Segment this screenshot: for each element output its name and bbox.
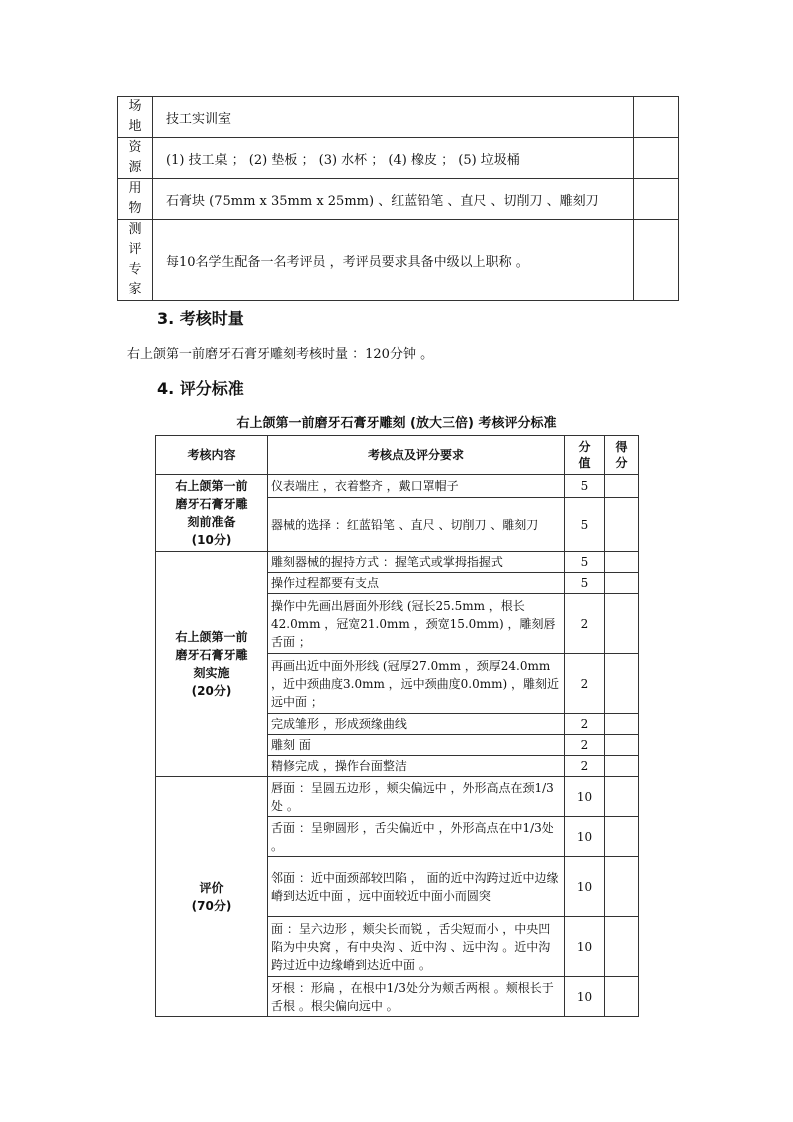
requirement-cell: 面 ：呈六边形 ，颊尖长而锐 ，舌尖短而小 ，中央凹陷为中央窝 ，有中央沟 、近中沟 、远中沟 。近中沟跨过近中边缘嵴到达近中面 。 xyxy=(268,917,565,977)
requirement-cell: 器械的选择 ：红蓝铅笔 、直尺 、切削刀 、雕刻刀 xyxy=(268,498,565,552)
requirement-cell: 舌面 ：呈卵圆形 ，舌尖偏近中 ，外形高点在中1/3处 。 xyxy=(268,817,565,857)
points-cell: 2 xyxy=(565,714,605,735)
score-cell xyxy=(605,977,639,1017)
score-cell xyxy=(605,735,639,756)
exam-time-text: 右上颌第一前磨牙石膏牙雕刻考核时量 ：120分钟 。 xyxy=(127,347,434,362)
score-cell xyxy=(605,714,639,735)
points-cell: 5 xyxy=(565,552,605,573)
score-cell xyxy=(605,594,639,654)
category-cell: 右上颌第一前 磨牙石膏牙雕 刻实施 (20分) xyxy=(156,552,268,777)
resource-label: 场 地 xyxy=(118,97,153,138)
requirement-cell: 唇面 ：呈圆五边形 ，颊尖偏远中 ，外形高点在颈1/3处 。 xyxy=(268,777,565,817)
section-heading-time: 3. 考核时量 xyxy=(157,309,244,328)
table-caption: 右上颌第一前磨牙石膏牙雕刻 (放大三倍) 考核评分标准 xyxy=(236,416,557,431)
section-heading-scoring: 4. 评分标准 xyxy=(157,379,244,398)
score-cell xyxy=(605,817,639,857)
points-cell: 2 xyxy=(565,654,605,714)
resource-value: 石膏块 (75mm x 35mm x 25mm) 、红蓝铅笔 、直尺 、切削刀 、雕刻刀 xyxy=(153,179,634,220)
score-cell xyxy=(605,552,639,573)
points-cell: 5 xyxy=(565,498,605,552)
score-cell xyxy=(605,475,639,498)
requirement-cell: 仪表端庄 ，衣着整齐 ，戴口罩帽子 xyxy=(268,475,565,498)
points-cell: 10 xyxy=(565,777,605,817)
table-row xyxy=(156,475,639,498)
resource-label: 用 物 xyxy=(118,179,153,220)
points-cell: 2 xyxy=(565,756,605,777)
points-cell: 5 xyxy=(565,475,605,498)
requirement-cell: 精修完成 ，操作台面整洁 xyxy=(268,756,565,777)
requirement-cell: 邻面 ：近中面颈部较凹陷 ， 面的近中沟跨过近中边缘嵴到达近中面 ，远中面较近中面小而圆突 xyxy=(268,857,565,917)
resource-row-examiners xyxy=(118,220,679,301)
points-cell: 10 xyxy=(565,817,605,857)
resource-value: 技工实训室 xyxy=(153,97,634,138)
resource-row-resources xyxy=(118,138,679,179)
header-content: 考核内容 xyxy=(156,436,268,475)
category-cell: 右上颌第一前 磨牙石膏牙雕 刻前准备 (10分) xyxy=(156,475,268,552)
score-cell xyxy=(605,756,639,777)
header-points: 分 值 xyxy=(565,436,605,475)
resource-row-venue xyxy=(118,97,679,138)
requirement-cell: 操作中先画出唇面外形线 (冠长25.5mm ，根长42.0mm ，冠宽21.0mm ，颈宽15.0mm) ，雕刻唇舌面 ； xyxy=(268,594,565,654)
category-cell: 评价 (70分) xyxy=(156,777,268,1017)
table-row xyxy=(156,552,639,573)
requirement-cell: 操作过程都要有支点 xyxy=(268,573,565,594)
points-cell: 2 xyxy=(565,594,605,654)
table-row xyxy=(156,777,639,817)
points-cell: 10 xyxy=(565,917,605,977)
score-cell xyxy=(605,917,639,977)
resource-value: (1) 技工桌 ； (2) 垫板 ； (3) 水杯 ； (4) 橡皮 ； (5) 垃圾桶 xyxy=(153,138,634,179)
points-cell: 5 xyxy=(565,573,605,594)
score-cell xyxy=(605,777,639,817)
score-cell xyxy=(605,654,639,714)
score-cell xyxy=(605,573,639,594)
table-header-row xyxy=(156,436,639,475)
points-cell: 10 xyxy=(565,857,605,917)
requirement-cell: 牙根 ：形扁 ，在根中1/3处分为颊舌两根 。颊根长于舌根 。根尖偏向远中 。 xyxy=(268,977,565,1017)
header-score: 得 分 xyxy=(605,436,639,475)
header-requirements: 考核点及评分要求 xyxy=(268,436,565,475)
score-cell xyxy=(605,498,639,552)
resource-table xyxy=(117,96,679,301)
requirement-cell: 再画出近中面外形线 (冠厚27.0mm ，颈厚24.0mm ，近中颈曲度3.0mm ，远中颈曲度0.0mm) ，雕刻近远中面 ； xyxy=(268,654,565,714)
requirement-cell: 雕刻 面 xyxy=(268,735,565,756)
points-cell: 2 xyxy=(565,735,605,756)
resource-label: 测 评 专 家 xyxy=(118,220,153,301)
scoring-table xyxy=(155,435,639,1017)
resource-label: 资 源 xyxy=(118,138,153,179)
requirement-cell: 雕刻器械的握持方式 ：握笔式或掌拇指握式 xyxy=(268,552,565,573)
points-cell: 10 xyxy=(565,977,605,1017)
requirement-cell: 完成雏形 ，形成颈缘曲线 xyxy=(268,714,565,735)
score-cell xyxy=(605,857,639,917)
resource-row-materials xyxy=(118,179,679,220)
resource-value: 每10名学生配备一名考评员 ，考评员要求具备中级以上职称 。 xyxy=(153,220,634,301)
